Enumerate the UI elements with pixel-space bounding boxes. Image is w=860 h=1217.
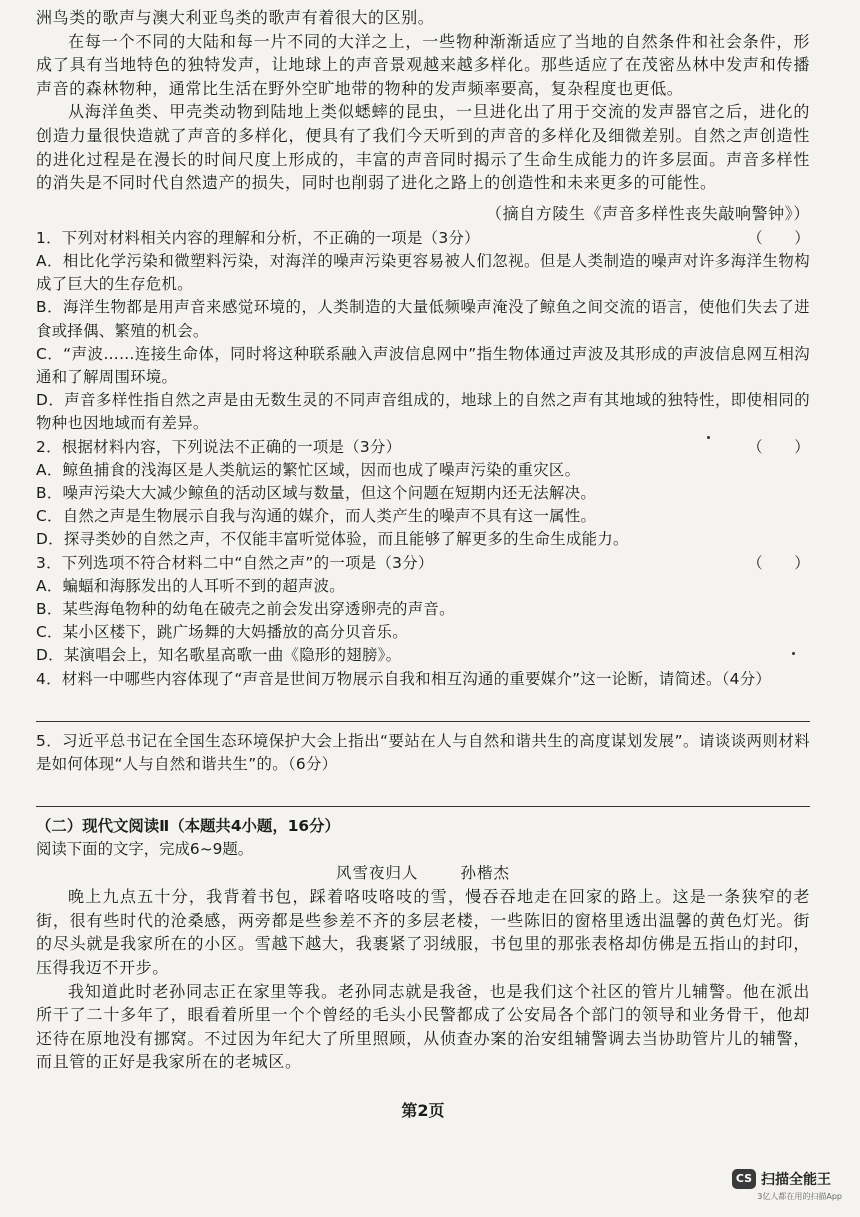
scanner-logo-icon: CS bbox=[732, 1169, 756, 1189]
question-5-answer-line[interactable] bbox=[36, 806, 810, 807]
question-1-option-a: A．相比化学污染和微塑料污染，对海洋的噪声污染更容易被人们忽视。但是人类制造的噪声对许多海洋生物构成了巨大的生存危机。 bbox=[36, 251, 810, 294]
question-1-option-c: C．“声波……连接生命体，同时将这种联系融入声波信息网中”指生物体通过声波及其形成的声波信息网互相沟通和了解周围环境。 bbox=[36, 344, 810, 386]
question-3-text: 3．下列选项不符合材料二中“自然之声”的一项是（3分） bbox=[36, 553, 434, 572]
story-paragraph-1: 晚上九点五十分，我背着书包，踩着咯吱咯吱的雪，慢吞吞地走在回家的路上。这是一条狭窄的老街，很有些时代的沧桑感，两旁都是些参差不齐的多层老楼，一些陈旧的窗格里透出温馨的黄色灯光。街的尽头就是我家所在的小区。雪越下越大，我裹紧了羽绒服，书包里的那张表格却仿佛是五指山的封印，压得我迈不开步。 bbox=[36, 887, 810, 977]
question-2-option-a: A．鲸鱼捕食的浅海区是人类航运的繁忙区域，因而也成了噪声污染的重灾区。 bbox=[36, 460, 581, 479]
question-1-option-b: B．海洋生物都是用声音来感觉环境的，人类制造的大量低频噪声淹没了鲸鱼之间交流的语言，使他们失去了进食或择偶、繁殖的机会。 bbox=[36, 298, 810, 340]
question-2-option-c: C．自然之声是生物展示自我与沟通的媒介，而人类产生的噪声不具有这一属性。 bbox=[36, 507, 597, 526]
question-2-option-d: D．探寻类妙的自然之声，不仅能丰富听觉体验，而且能够了解更多的生命生成能力。 bbox=[36, 530, 629, 549]
question-1-option-d: D．声音多样性指自然之声是由无数生灵的不同声音组成的，地球上的自然之声有其地域的独特性，即使相同的物种也因地域而有差异。 bbox=[36, 391, 810, 433]
question-3-option-a: A．蝙蝠和海豚发出的人耳听不到的超声波。 bbox=[36, 576, 345, 595]
question-5-stem: 5．习近平总书记在全国生态环境保护大会上指出“要站在人与自然和谐共生的高度谋划发展”。请谈谈两则材料是如何体现“人与自然和谐共生”的。（6分） bbox=[36, 731, 810, 774]
material-paragraph-3: 从海洋鱼类、甲壳类动物到陆地上类似蟋蟀的昆虫，一旦进化出了用于交流的发声器官之后，进化的创造力量很快造就了声音的多样化，便具有了我们今天听到的声音的多样化及细微差别。自然之声创造性的进化过程是在漫长的时间尺度上形成的，丰富的声音同时揭示了生命生成能力的许多层面。声音多样性的消失是不同时代自然遗产的损失，同时也削弱了进化之路上的创造性和未来更多的可能性。 bbox=[36, 102, 810, 193]
story-title: 风雪夜归人 bbox=[336, 864, 419, 883]
section-2-title: （二）现代文阅读Ⅱ（本题共4小题，16分） bbox=[36, 817, 340, 836]
question-4-answer-line[interactable] bbox=[36, 721, 810, 722]
material-source: （摘自方陵生《声音多样性丧失敲响警钟》） bbox=[485, 203, 810, 223]
question-3-answer-blank[interactable]: （ ） bbox=[747, 553, 810, 572]
question-2-option-b: B．噪声污染大大减少鲸鱼的活动区域与数量，但这个问题在短期内还无法解决。 bbox=[36, 483, 597, 502]
question-3-option-b: B．某些海龟物种的幼龟在破壳之前会发出穿透卵壳的声音。 bbox=[36, 600, 455, 618]
material-paragraph-2: 在每一个不同的大陆和每一片不同的大洋之上，一些物种渐渐适应了当地的自然条件和社会条件，形成了具有当地特色的独特发声，让地球上的声音景观越来越多样化。那些适应了在茂密丛林中发声和传播声音的森林物种，通常比生活在野外空旷地带的物种的发声频率要高，复杂程度也更低。 bbox=[36, 31, 810, 98]
section-2-intro: 阅读下面的文字，完成6~9题。 bbox=[36, 840, 254, 859]
scanner-app-name: 扫描全能王 bbox=[761, 1172, 831, 1188]
question-2-answer-blank[interactable]: （ ） bbox=[747, 437, 810, 456]
question-1 bbox=[36, 227, 810, 436]
ink-speck bbox=[792, 652, 795, 655]
question-2-stem bbox=[36, 436, 810, 459]
scanner-tagline: 3亿人都在用的扫描App bbox=[757, 1192, 842, 1201]
question-1-text: 1．下列对材料相关内容的理解和分析，不正确的一项是（3分） bbox=[36, 228, 480, 247]
question-3-stem bbox=[36, 552, 810, 575]
question-1-answer-blank[interactable]: （ ） bbox=[747, 228, 810, 247]
ink-speck bbox=[707, 436, 710, 439]
question-3 bbox=[36, 552, 810, 668]
question-4 bbox=[36, 668, 810, 722]
material-paragraph-1: 洲鸟类的歌声与澳大利亚鸟类的歌声有着很大的区别。 bbox=[36, 8, 435, 27]
page-number: 第2页 bbox=[401, 1100, 445, 1120]
question-2 bbox=[36, 436, 810, 552]
story-heading bbox=[36, 861, 810, 885]
question-4-stem: 4．材料一中哪些内容体现了“声音是世间万物展示自我和相互沟通的重要媒介”这一论断，请简述。（4分） bbox=[36, 669, 772, 688]
question-3-option-d: D．某演唱会上，知名歌星高歌一曲《隐形的翅膀》。 bbox=[36, 646, 402, 665]
story-paragraph-2: 我知道此时老孙同志正在家里等我。老孙同志就是我爸，也是我们这个社区的管片儿辅警。他在派出所干了二十多年了，眼看着所里一个个曾经的毛头小民警都成了公安局各个部门的领导和业务骨干，他却还待在原地没有挪窝。不过因为年纪大了所里照顾，从侦查办案的治安组辅警调去当协助管片儿的辅警，而且管的正好是我家所在的老城区。 bbox=[36, 981, 810, 1072]
question-3-option-c: C．某小区楼下，跳广场舞的大妈播放的高分贝音乐。 bbox=[36, 623, 408, 642]
story-author: 孙楷杰 bbox=[460, 864, 510, 883]
question-5 bbox=[36, 730, 810, 807]
scanner-watermark bbox=[732, 1167, 842, 1201]
question-2-text: 2．根据材料内容，下列说法不正确的一项是（3分） bbox=[36, 437, 402, 456]
question-1-stem bbox=[36, 227, 810, 250]
